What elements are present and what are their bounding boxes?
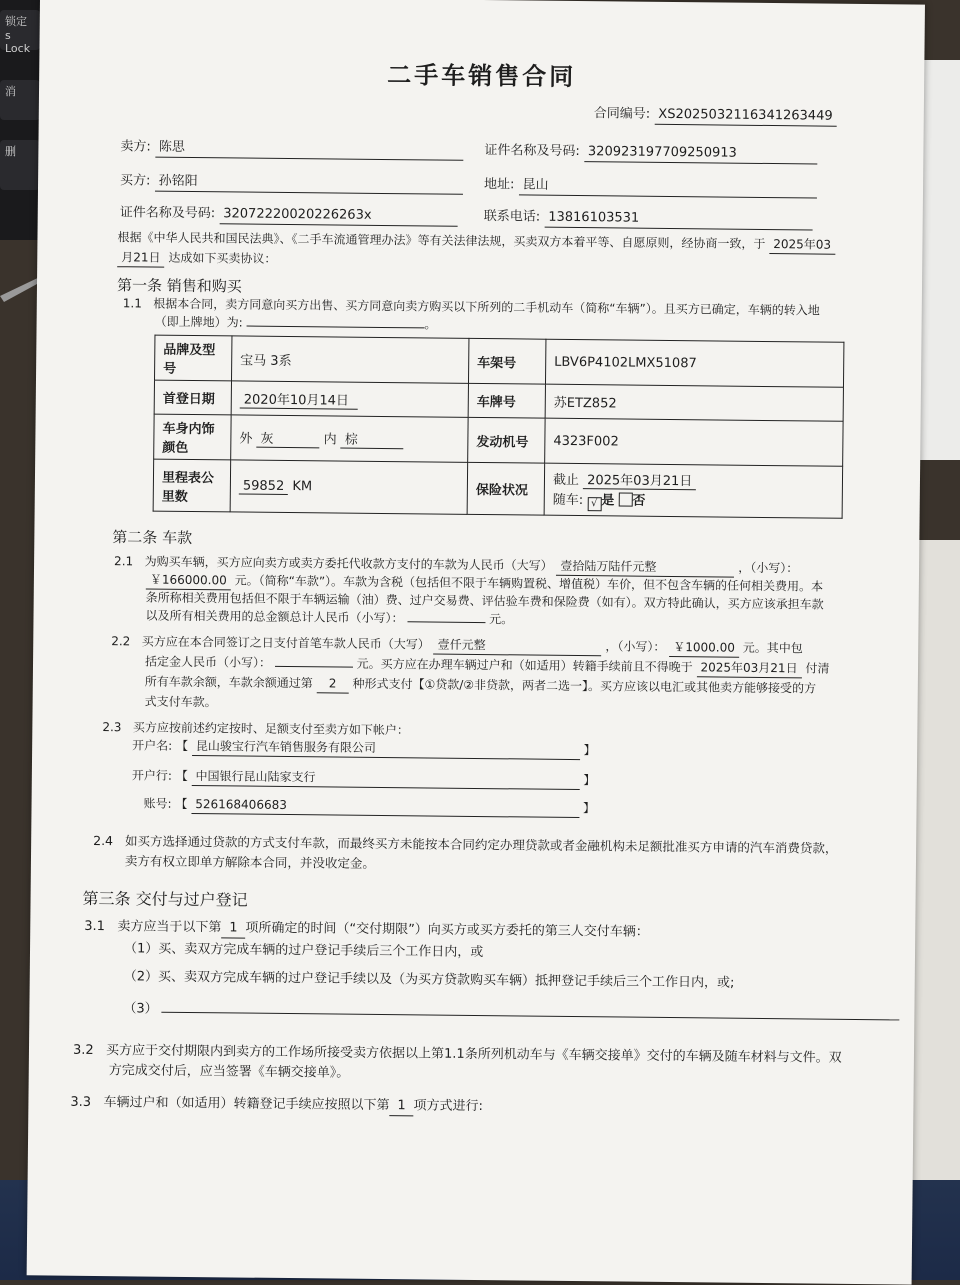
registration-option-choice: 1 (389, 1097, 413, 1116)
clause-text: 如买方选择通过贷款的方式支付车款，而最终买方未能按本合同约定办理贷款或者金融机构未足额批准买方申请的汽车消费贷款， (124, 833, 838, 856)
table-cell-label: 车架号 (468, 338, 545, 384)
clause-text: 买方应在本合同签订之日支付首笔车款人民币（大写） (141, 634, 430, 652)
clause-number: 2.3 (102, 720, 122, 735)
key-label: 消 (5, 85, 16, 98)
option-2: （2）买、卖双方完成车辆的过户登记手续以及（为买方贷款购买车辆）抵押登记手续后三个工作日内，或; (123, 969, 735, 991)
clause-2-1-line-4 (145, 607, 513, 629)
clause-text: 项所确定的时间（“交付期限”）向买方或买方委托的第三人交付车辆： (245, 920, 649, 940)
registration-place-blank (246, 326, 424, 329)
table-cell (544, 463, 843, 518)
bank-label: 开户行: (131, 768, 172, 783)
table-cell: 4323F002 (545, 418, 843, 466)
section-2-title: 第二条 车款 (112, 528, 193, 547)
insurance-until-label: 截止 (552, 472, 580, 488)
payment-method-choice: 2 (317, 674, 349, 693)
clause-2-4-line-2: 卖方有权立即单方解除本合同，并没收定金。 (124, 853, 376, 871)
table-cell-label: 品牌及型号 (155, 335, 232, 381)
preamble-text: 根据《中华人民共和国民法典》、《二手车流通管理办法》等有关法律法规，买卖双方本着平等、自愿原则，经协商一致，于 (117, 230, 766, 251)
first-payment-number: ￥1000.00 (669, 638, 739, 658)
preamble-line-2 (117, 248, 276, 269)
bracket: 【 (175, 796, 188, 811)
clause-text: ，（小写）： (605, 639, 666, 654)
first-registration-value: 2020年10月14日 (240, 388, 358, 409)
buyer-id-value: 32072220020226263x (219, 205, 457, 226)
account-number-value: 526168406683 (191, 795, 579, 818)
first-payment-uppercase: 壹仟元整 (434, 636, 602, 657)
key (0, 80, 40, 120)
clause-text: 车辆过户和（如适用）转籍登记手续应按照以下第 (103, 1095, 390, 1114)
seller-row (120, 138, 463, 161)
table-cell-label: 保险状况 (467, 462, 545, 515)
exterior-label: 外 (239, 431, 253, 447)
table-row (155, 335, 844, 387)
background-paper (920, 60, 960, 460)
contract-paper (27, 0, 925, 1285)
buyer-phone-label: 联系电话: (483, 209, 541, 225)
exterior-color: 灰 (256, 428, 319, 449)
price-uppercase: 壹拾陆万陆仟元整 (556, 557, 734, 578)
buyer-address-value: 昆山 (518, 176, 816, 198)
insurance-until-value: 2025年03月21日 (583, 469, 696, 490)
clause-3-1 (84, 918, 649, 943)
bracket: 】 (583, 743, 596, 758)
interior-color: 棕 (341, 429, 404, 450)
clause-text: 买方应按前述约定按时、足额支付至卖方如下帐户： (132, 720, 409, 738)
table-row (153, 459, 843, 518)
clause-text: 种形式支付【①贷款/②非贷款，两者二选一】。买方应该以电汇或其他卖方能够接受的方 (352, 676, 817, 696)
clause-text: 付清 (805, 661, 830, 676)
bracket: 】 (583, 773, 596, 788)
clause-text: 。 (424, 317, 437, 332)
clause-text: 项方式进行: (413, 1098, 483, 1115)
section-3-title: 第三条 交付与过户登记 (82, 888, 248, 910)
preamble-text: 达成如下买卖协议： (168, 250, 277, 266)
agreement-date-part: 2025年03 (769, 235, 835, 255)
clause-number: 2.4 (93, 832, 114, 849)
brand-value: 宝马 3系 (240, 352, 292, 369)
clause-text: 括定金人民币（小写）： (144, 654, 272, 670)
buyer-address-row (484, 176, 817, 198)
table-cell (231, 415, 468, 462)
page-title: 二手车销售合同 (387, 61, 577, 91)
seller-id-label: 证件名称及号码: (484, 143, 580, 160)
key-label: 删 (5, 145, 16, 158)
clause-1-1-line-2 (155, 313, 437, 334)
table-cell-label: 车牌号 (468, 383, 545, 418)
bracket: 】 (583, 801, 596, 816)
buyer-row (120, 172, 463, 195)
total-amount-blank (407, 621, 485, 623)
option-3 (123, 1000, 900, 1026)
buyer-label: 买方: (120, 173, 151, 189)
bank-value: 中国银行昆山陆家支行 (191, 767, 579, 790)
account-number-label: 账号: (143, 796, 172, 811)
deposit-blank (275, 666, 353, 668)
final-payment-date: 2025年03月21日 (696, 658, 801, 678)
with-car-label: 随车: (552, 492, 584, 508)
checkbox-checked[interactable]: √ (587, 497, 601, 511)
table-cell-label: 车身内饰颜色 (154, 414, 231, 460)
table-cell-label: 首登日期 (154, 380, 231, 415)
checkbox-label: 否 (632, 493, 646, 509)
buyer-id-row (120, 204, 458, 227)
clause-text: 元。（简称“车款”）。车款为含税（包括但不限于车辆购置税、增值税）车价，但不包含车辆的任何相关费用。本 (234, 573, 824, 594)
clause-text: 卖方应当于以下第 (117, 919, 222, 936)
option-3-blank (162, 1012, 900, 1021)
section-1-title: 第一条 销售和购买 (116, 276, 242, 296)
clause-2-1-line-3: 条所称相关费用包括但不限于车辆运输（油）费、过户交易费、评估验车费和保险费（如有）。双方特此确认，买方应该承担车款 (145, 590, 824, 612)
clause-number: 3.1 (84, 918, 106, 935)
key (0, 140, 40, 190)
buyer-address-label: 地址: (483, 177, 515, 193)
seller-id-row (484, 142, 817, 164)
key-caps-lock (0, 10, 40, 55)
contract-number-value: XS2025032116341263449 (654, 106, 837, 127)
clause-number: 2.1 (114, 554, 134, 569)
bank-row (132, 766, 596, 790)
table-cell (230, 460, 468, 514)
contract-number-label: 合同编号: (593, 106, 651, 122)
bracket: 【 (175, 768, 188, 783)
clause-number: 3.2 (72, 1042, 94, 1058)
table-cell (231, 336, 468, 383)
price-number: ￥166000.00 (146, 571, 231, 591)
key-label: 锁定 (5, 15, 27, 28)
agreement-date-part: 月21日 (117, 248, 164, 267)
bracket: 【 (175, 738, 189, 753)
seller-id-value: 320923197709250913 (584, 143, 817, 164)
clause-number: 1.1 (122, 296, 142, 311)
clause-3-2-line-2: 方完成交付后，应当签署《车辆交接单》。 (108, 1063, 350, 1081)
option-label: （3） (123, 1001, 158, 1017)
clause-text: 以及所有相关费用的总金额总计人民币（小写）： (145, 608, 404, 626)
clause-2-2-line-4: 式支付车款。 (144, 694, 217, 710)
vehicle-table (153, 335, 845, 519)
clause-text: 为购买车辆，买方应向卖方或卖方委托代收款方支付的车款为人民币（大写） (144, 554, 553, 573)
table-row (154, 414, 843, 466)
table-cell-label: 发动机号 (468, 417, 545, 463)
clause-text: 买方应于交付期限内到卖方的工作场所接受卖方依据以上第1.1条所列机动车与《车辆交接单》交付的车辆及随车材料与文件。双 (105, 1043, 842, 1066)
account-name-value: 昆山骏宝行汽车销售服务有限公司 (192, 737, 580, 760)
table-cell: 苏ETZ852 (545, 384, 843, 421)
delivery-option-choice: 1 (221, 919, 245, 938)
table-cell: LBV6P4102LMX51087 (545, 339, 843, 387)
checkbox-unchecked[interactable] (618, 492, 632, 506)
clause-text: 元。买方应在办理车辆过户和（如适用）转籍手续前且不得晚于 (356, 656, 693, 675)
clause-text: 元。 (489, 612, 514, 627)
checkbox-label: 是 (601, 492, 615, 508)
table-cell-label: 里程表公里数 (153, 459, 231, 512)
clause-number: 2.2 (111, 634, 131, 649)
clause-text: 元。其中包 (742, 640, 803, 656)
clause-number: 3.3 (70, 1094, 92, 1110)
seller-name: 陈思 (155, 139, 463, 161)
buyer-name: 孙铭阳 (155, 173, 463, 195)
key-label: s Lock (5, 29, 31, 55)
option-1: （1）买、卖双方完成车辆的过户登记手续后三个工作日内，或 (123, 941, 484, 961)
interior-label: 内 (323, 432, 337, 448)
clause-text: （即上牌地）为: (154, 314, 243, 330)
table-cell (231, 381, 468, 417)
clause-text: 所有车款余额，车款余额通过第 (144, 674, 313, 691)
account-name-label: 开户名: (132, 738, 173, 753)
clause-text: 根据本合同，卖方同意向买方出售、买方同意向卖方购买以下所列的二手机动车（简称“车辆”）。且买方已确定，车辆的转入地 (153, 296, 820, 318)
buyer-phone-row (484, 208, 813, 230)
mileage-value: 59852 (239, 478, 289, 495)
account-name-row (132, 736, 596, 760)
buyer-id-label: 证件名称及号码: (119, 205, 216, 222)
seller-label: 卖方: (120, 139, 151, 155)
clause-3-3 (70, 1094, 483, 1117)
buyer-phone-value: 13816103531 (544, 209, 812, 231)
mileage-unit: KM (292, 478, 313, 494)
contract-number (594, 105, 837, 127)
clause-text: ，（小写）： (738, 560, 799, 576)
account-number-row (143, 794, 595, 818)
